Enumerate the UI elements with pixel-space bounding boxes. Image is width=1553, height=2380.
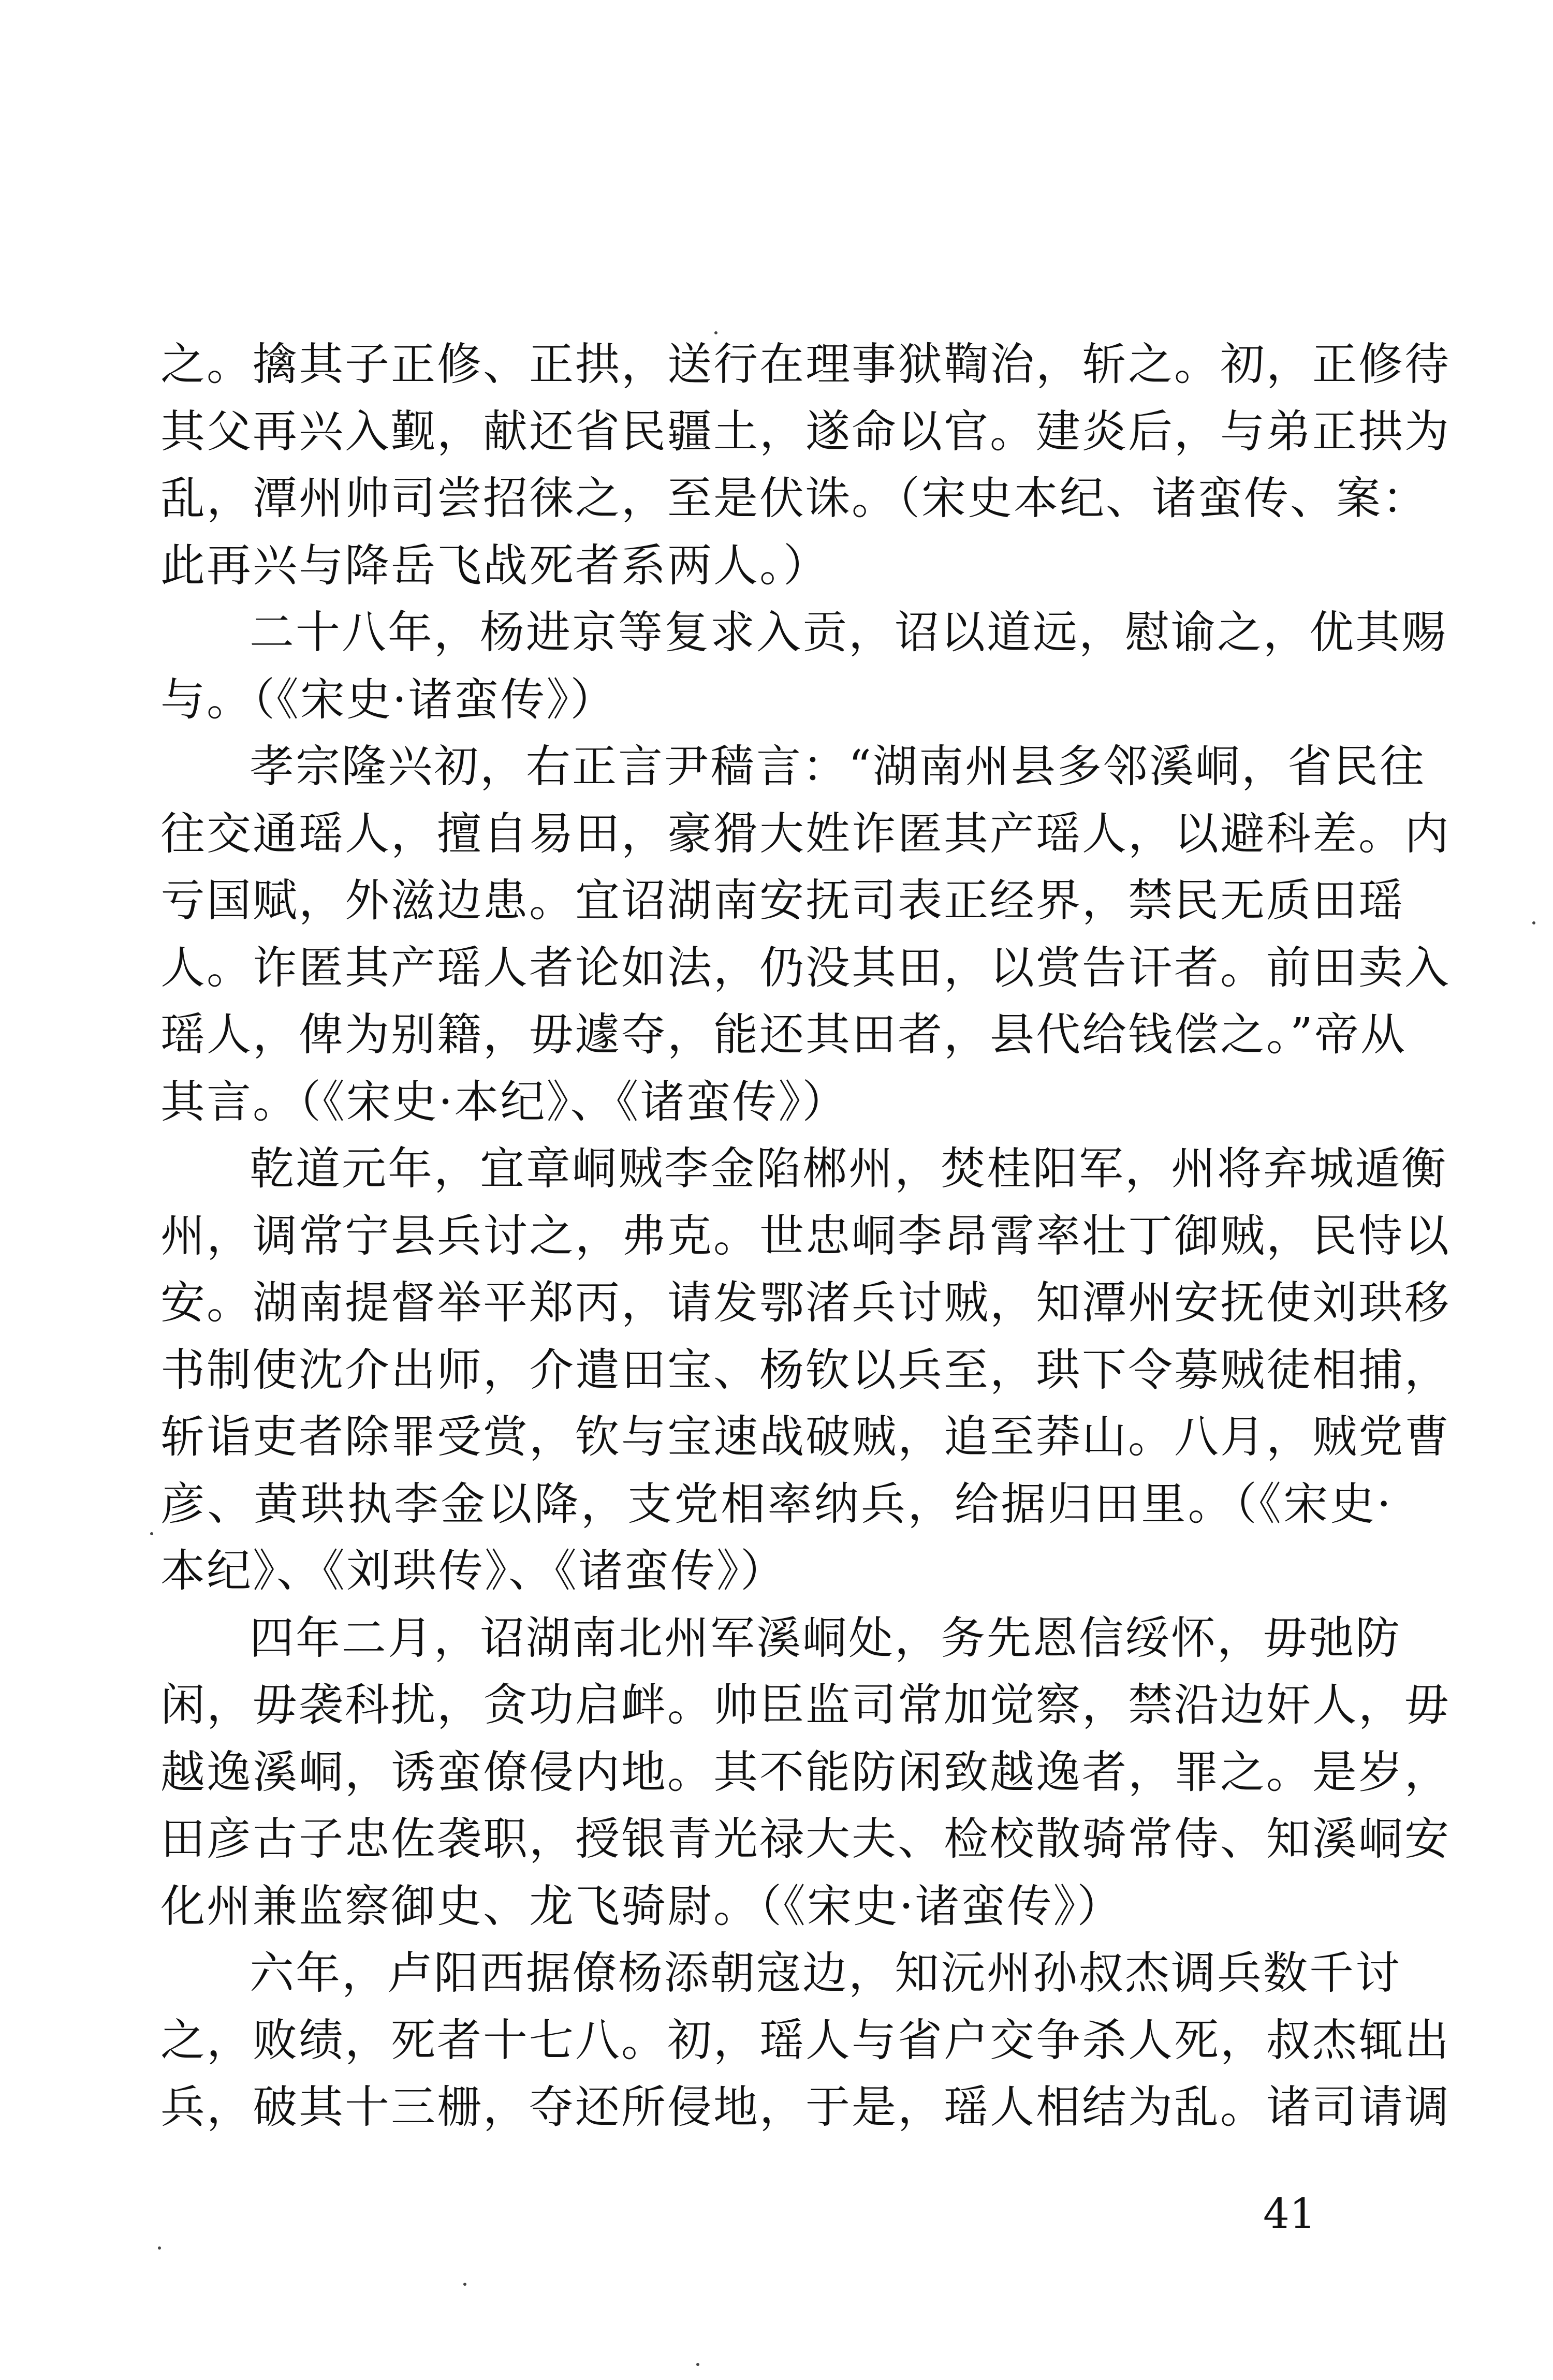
text-line: 四年二月，诏湖南北州军溪峒处，务先恩信绥怀，毋弛防 <box>250 1612 1401 1664</box>
text-line: 二十八年，杨进京等复求入贡，诏以道远，慰谕之，优其赐 <box>250 607 1447 658</box>
page-number: 41 <box>1263 2190 1316 2238</box>
scan-speck <box>696 2363 699 2366</box>
text-line: 斩诣吏者除罪受赏，钦与宝速战破贼，追至莽山。八月，贼党曹 <box>160 1411 1451 1463</box>
text-line: 兵，破其十三栅，夺还所侵地，于是，瑶人相结为乱。诸司请调 <box>160 2081 1451 2133</box>
body-text <box>160 331 1451 2141</box>
text-line: 与。（《宋史·诸蛮传》） <box>160 673 617 726</box>
text-line: 田彦古子忠佐袭职，授银青光禄大夫、检校散骑常侍、知溪峒安 <box>160 1813 1451 1865</box>
text-line: 彦、黄珙执李金以降，支党相率纳兵，给据归田里。（《宋史· <box>160 1478 1393 1530</box>
text-line: 孝宗隆兴初，右正言尹穑言：“湖南州县多邻溪峒，省民往 <box>250 741 1426 792</box>
scan-speck <box>714 331 717 334</box>
text-line: 安。湖南提督举平郑丙，请发鄂渚兵讨贼，知潭州安抚使刘珙移 <box>160 1277 1451 1329</box>
scan-speck <box>1532 921 1535 924</box>
text-line: 越逸溪峒，诱蛮僚侵内地。其不能防闲致越逸者，罪之。是岁， <box>160 1746 1451 1798</box>
scan-speck <box>150 1532 153 1535</box>
text-line: 书制使沈介出师，介遣田宝、杨钦以兵至，珙下令募贼徒相捕， <box>160 1344 1451 1396</box>
text-line: 此再兴与降岳飞战死者系两人。） <box>160 539 829 592</box>
scan-speck <box>463 2283 466 2286</box>
scan-speck <box>158 2246 161 2250</box>
text-line: 往交通瑶人，擅自易田，豪猾大姓诈匿其产瑶人，以避科差。内 <box>160 807 1451 860</box>
text-line: 乱，潭州帅司尝招徕之，至是伏诛。（宋史本纪、诸蛮传、案： <box>160 473 1428 524</box>
text-line: 化州兼监察御史、龙飞骑尉。（《宋史·诸蛮传》） <box>160 1880 1123 1932</box>
text-line: 亏国赋，外滋边患。宜诏湖南安抚司表正经界，禁民无质田瑶 <box>160 875 1404 927</box>
text-line: 其父再兴入觐，献还省民疆土，遂命以官。建炎后，与弟正拱为 <box>160 405 1451 458</box>
text-line: 其言。（《宋史·本纪》、《诸蛮传》） <box>160 1076 848 1128</box>
text-line: 之。擒其子正修、正拱，送行在理事狱鞫治，斩之。初，正修待 <box>160 339 1451 390</box>
text-line: 人。诈匿其产瑶人者论如法，仍没其田，以赏告讦者。前田卖入 <box>160 942 1451 994</box>
text-line: 六年，卢阳西据僚杨添朝寇边，知沅州孙叔杰调兵数千讨 <box>250 1947 1401 1999</box>
text-line: 瑶人，俾为别籍，毋遽夺，能还其田者，县代给钱偿之。”帝从 <box>160 1009 1407 1061</box>
text-line: 州，调常宁县兵讨之，弗克。世忠峒李昂霄率壮丁御贼，民恃以 <box>160 1210 1451 1262</box>
text-line: 之，败绩，死者十七八。初，瑶人与省户交争杀人死，叔杰辄出 <box>160 2014 1451 2066</box>
text-line: 闲，毋袭科扰，贪功启衅。帅臣监司常加觉察，禁沿边奸人，毋 <box>160 1679 1451 1731</box>
text-line: 本纪》、《刘珙传》、《诸蛮传》） <box>160 1545 786 1597</box>
text-line: 乾道元年，宜章峒贼李金陷郴州，焚桂阳军，州将弃城遁衡 <box>250 1143 1447 1195</box>
